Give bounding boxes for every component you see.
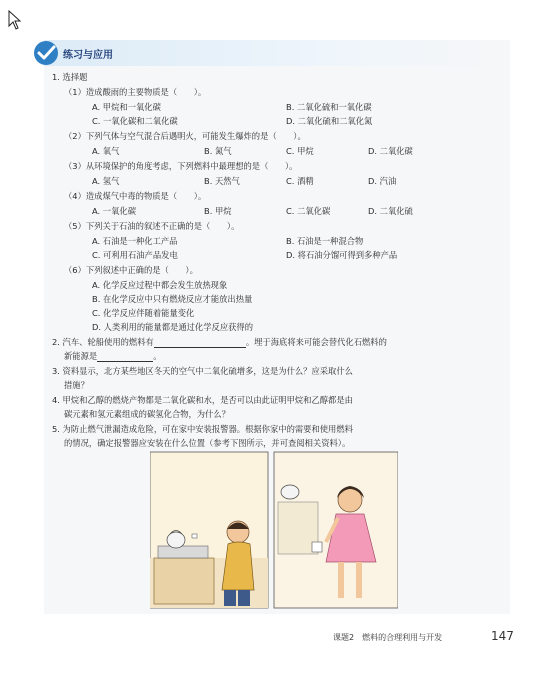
- q1-1-option-b: B. 二氧化硫和一氧化碳: [286, 102, 372, 112]
- section-title: 练习与应用: [63, 50, 113, 61]
- q1-6-stem: （6）下列叙述中正确的是（ ）。: [64, 265, 198, 275]
- checkmark-badge-icon: [31, 38, 61, 68]
- q1-5-option-d: D. 将石油分馏可得到多种产品: [286, 250, 398, 260]
- question-2-line-2: 新能源是 。: [64, 351, 162, 361]
- question-5-line-1: 5. 为防止燃气泄漏造成危险，可在家中安装报警器。根据你家中的需要和使用燃料: [52, 424, 353, 434]
- page-number: 147: [491, 629, 514, 643]
- q1-6-option-b: B. 在化学反应中只有燃烧反应才能放出热量: [92, 294, 253, 304]
- question-2-line-1: [52, 337, 387, 348]
- kitchen-scene: [150, 452, 268, 608]
- q1-4-option-d: D. 二氧化硫: [368, 206, 413, 216]
- room-scene: [274, 452, 398, 608]
- q1-5-option-b: B. 石油是一种混合物: [286, 236, 364, 246]
- q1-3-option-c: C. 酒精: [286, 176, 314, 186]
- q1-5-option-c: C. 可利用石油产品发电: [92, 250, 178, 260]
- q1-6-option-d: D. 人类利用的能量都是通过化学反应获得的: [92, 322, 254, 332]
- q1-6-option-c: C. 化学反应伴随着能量变化: [92, 308, 195, 318]
- q1-1-option-c: C. 一氧化碳和二氧化碳: [92, 116, 178, 126]
- q1-3-option-b: B. 天然气: [204, 176, 240, 186]
- q1-3-option-a: A. 氢气: [92, 176, 120, 186]
- question-4-line-2: 碳元素和氢元素组成的碳氢化合物，为什么？: [64, 409, 230, 419]
- q1-4-option-c: C. 二氧化碳: [286, 206, 331, 216]
- q1-2-stem: （2）下列气体与空气混合后遇明火，可能发生爆炸的是（ ）。: [64, 131, 306, 141]
- q2-blank-2: [97, 361, 153, 362]
- question-1-intro: 1. 选择题: [52, 72, 88, 82]
- q2-blank-1: [154, 347, 246, 348]
- q1-2-option-c: C. 甲烷: [286, 146, 314, 156]
- q1-5-option-a: A. 石油是一种化工产品: [92, 236, 178, 246]
- q1-2-option-d: D. 二氧化碳: [368, 146, 413, 156]
- gas-alarm-illustration: [150, 450, 398, 610]
- section-header-bar: [44, 40, 510, 66]
- q1-4-option-b: B. 甲烷: [204, 206, 232, 216]
- q2-text-a: 2. 汽车、轮船使用的燃料有: [52, 337, 154, 347]
- page-footer-chapter: 课题2 燃料的合理利用与开发: [333, 633, 443, 642]
- q1-1-option-d: D. 二氧化硫和二氧化氮: [286, 116, 373, 126]
- question-3-line-1: 3. 资料显示，北方某些地区冬天的空气中二氧化硫增多，这是为什么？应采取什么: [52, 366, 353, 376]
- q1-1-option-a: A. 甲烷和一氧化碳: [92, 102, 161, 112]
- question-5-line-2: 的情况，确定报警器应安装在什么位置（参考下图所示，并可查阅相关资料）。: [64, 438, 351, 448]
- q1-5-stem: （5）下列关于石油的叙述不正确的是（ ）。: [64, 221, 240, 231]
- question-4-line-1: 4. 甲烷和乙醇的燃烧产物都是二氧化碳和水，是否可以由此证明甲烷和乙醇都是由: [52, 395, 353, 405]
- q1-2-option-a: A. 氧气: [92, 146, 120, 156]
- q1-4-stem: （4）造成煤气中毒的物质是（ ）。: [64, 191, 207, 201]
- q1-1-stem: （1）造成酸雨的主要物质是（ ）。: [64, 87, 207, 97]
- q2-text-b: 。埋于海底将来可能会替代化石燃料的: [245, 337, 387, 347]
- q1-4-option-a: A. 一氧化碳: [92, 206, 136, 216]
- q1-3-option-d: D. 汽油: [368, 176, 397, 186]
- q1-6-option-a: A. 化学反应过程中都会发生放热现象: [92, 280, 228, 290]
- q1-3-stem: （3）从环境保护的角度考虑，下列燃料中最理想的是（ ）。: [64, 161, 298, 171]
- q1-2-option-b: B. 氮气: [204, 146, 232, 156]
- mouse-cursor-icon: [8, 10, 22, 30]
- q2-text-c: 新能源是: [64, 351, 98, 361]
- question-3-line-2: 措施？: [64, 380, 89, 390]
